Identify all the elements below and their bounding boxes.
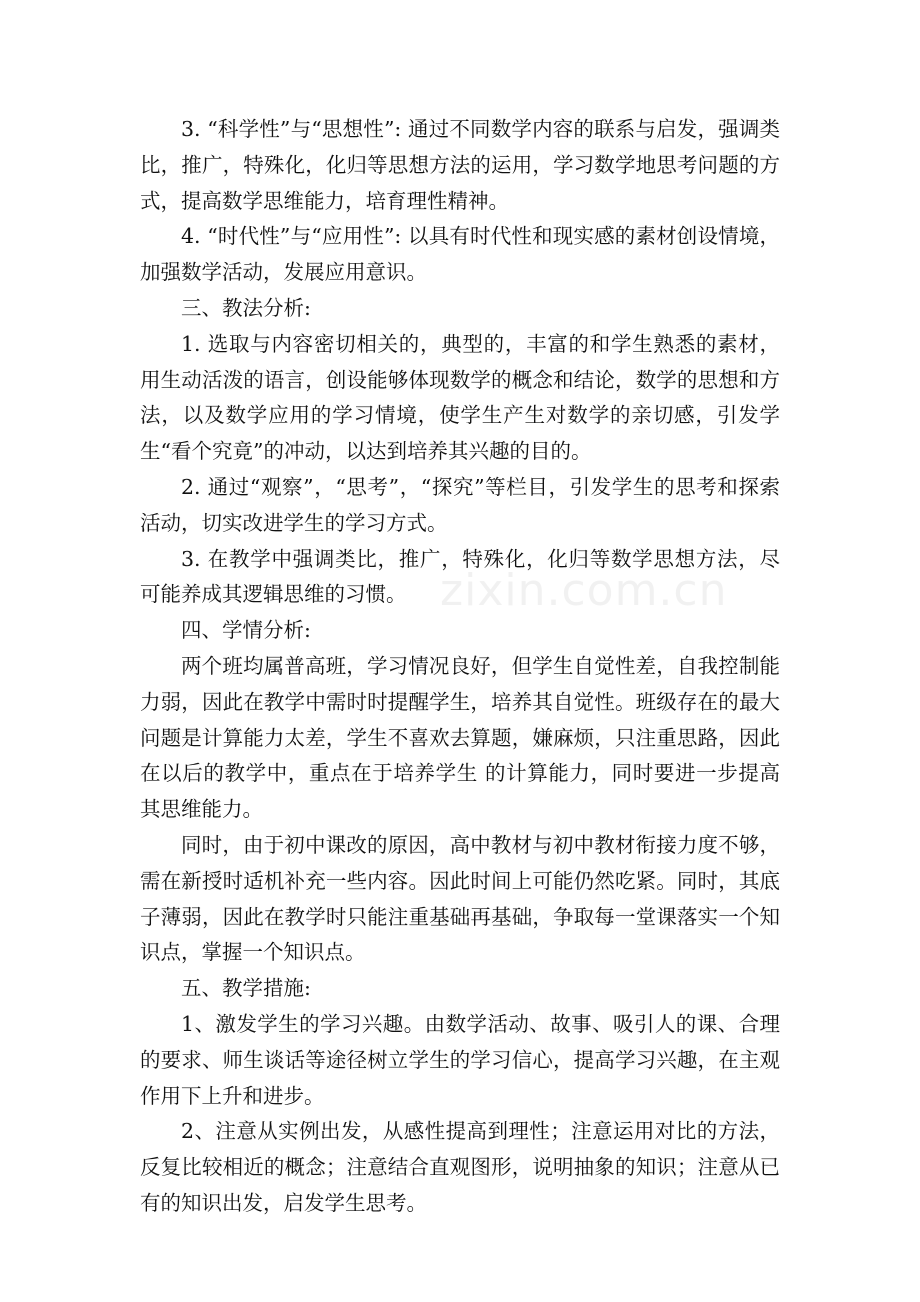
paragraph-measure-1: 1、激发学生的学习兴趣。由数学活动、故事、吸引人的课、合理的要求、师生谈话等途径树立学生的学习信心，提高学习兴趣，在主观作用下上升和进步。 (140, 1011, 780, 1108)
paragraph-method-1: 1. 选取与内容密切相关的，典型的，丰富的和学生熟悉的素材，用生动活泼的语言，创设能够体现数学的概念和结论，数学的思想和方法，以及数学应用的学习情境，使学生产生对数学的亲切感，引发学生“看个究竟”的冲动，以达到培养其兴趣的目的。 (140, 331, 780, 464)
section-heading-student-analysis: 四、学情分析: (181, 618, 311, 643)
paragraph-scientific-ideological: 3. “科学性”与“思想性”: 通过不同数学内容的联系与启发，强调类比，推广，特殊化，化归等思想方法的运用，学习数学地思考问题的方式，提高数学思维能力，培育理性精神。 (140, 117, 780, 213)
paragraph-student-analysis-2: 同时，由于初中课改的原因，高中教材与初中教材衔接力度不够，需在新授时适机补充一些内容。因此时间上可能仍然吃紧。同时，其底子薄弱，因此在教学时只能注重基础再基础，争取每一堂课落实一个知识点，掌握一个知识点。 (140, 832, 780, 965)
watermark: zixin.com.cn (440, 565, 728, 616)
document-body (140, 112, 780, 1222)
paragraph-method-3: 3. 在教学中强调类比，推广，特殊化，化归等数学思想方法，尽可能养成其逻辑思维的习惯。 (140, 546, 780, 607)
section-heading-teaching-methods: 三、教法分析: (181, 295, 311, 320)
paragraph-student-analysis-1: 两个班均属普高班，学习情况良好，但学生自觉性差，自我控制能力弱，因此在教学中需时时提醒学生，培养其自觉性。班级存在的最大问题是计算能力太差，学生不喜欢去算题，嫌麻烦，只注重思路，因此在以后的教学中，重点在于培养学生 的计算能力，同时要进一步提高其思维能力。 (140, 653, 780, 822)
section-heading-teaching-measures: 五、教学措施: (181, 976, 311, 1001)
paragraph-method-2: 2. 通过“观察”，“思考”，“探究”等栏目，引发学生的思考和探索活动，切实改进学生的学习方式。 (140, 474, 780, 535)
paragraph-contemporary-applied: 4. “时代性”与“应用性”: 以具有时代性和现实感的素材创设情境，加强数学活动，发展应用意识。 (140, 224, 780, 285)
paragraph-measure-2: 2、注意从实例出发，从感性提高到理性；注意运用对比的方法，反复比较相近的概念；注意结合直观图形，说明抽象的知识；注意从已有的知识出发，启发学生思考。 (140, 1119, 780, 1215)
